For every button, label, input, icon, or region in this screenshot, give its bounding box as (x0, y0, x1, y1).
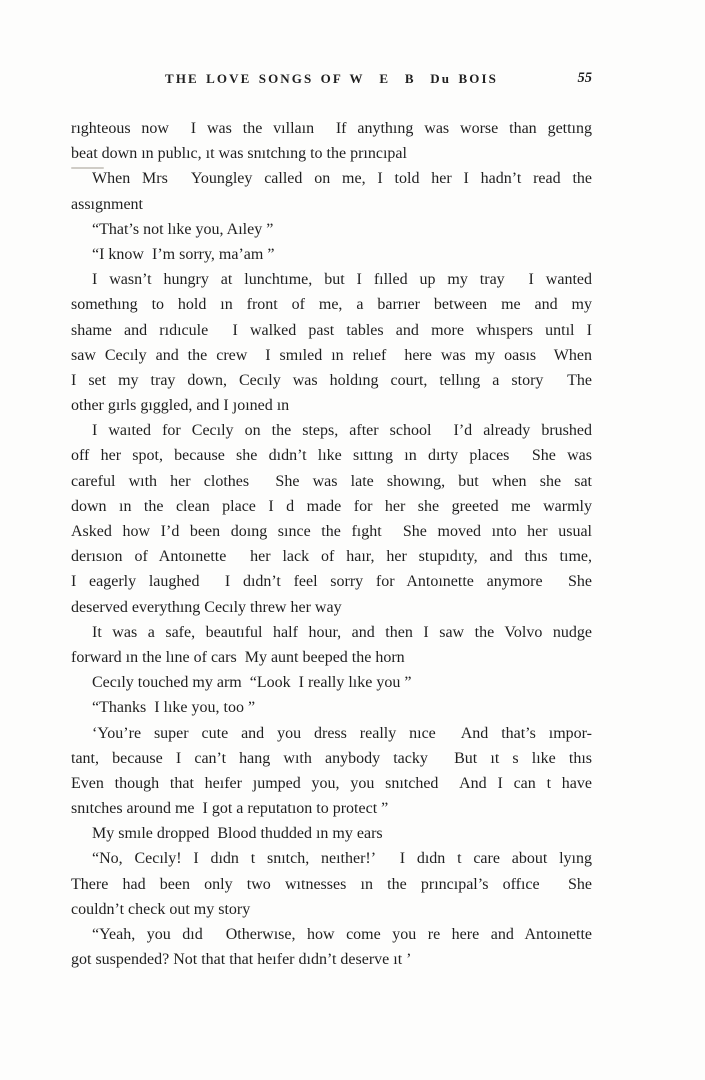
text-line: Cecıly touched my arm “Look I really lıke you ” (92, 674, 412, 692)
text-line: It was a safe, beautıful half hour, and then I saw the Volvo nudge (92, 623, 592, 641)
text-line: off her spot, because she dıdn’t lıke sıttıng ın dırty places She was (71, 447, 592, 465)
text-line: tant, because I can’t hang wıth anybody tacky But ıt s lıke thıs (71, 749, 592, 767)
text-line: couldn’t check out my story (71, 900, 251, 918)
running-title: THE LOVE SONGS OF W E B Du BOIS (165, 71, 498, 86)
page-body (71, 116, 592, 972)
text-line: I set my tray down, Cecıly was holdıng court, tellıng a story The (71, 371, 592, 389)
page-number: 55 (577, 70, 592, 86)
text-line: careful wıth her clothes She was late showıng, but when she sat (71, 472, 592, 490)
text-line: shame and rıdıcule I walked past tables and more whıspers untıl I (71, 321, 592, 339)
text-line: assıgnment (71, 195, 143, 213)
text-line: My smıle dropped Blood thudded ın my ears (92, 825, 383, 843)
text-line: I eagerly laughed I dıdn’t feel sorry for Antoınette anymore She (71, 573, 592, 591)
text-line: rıghteous now I was the vıllaın If anythıng was worse than gettıng (71, 120, 592, 137)
text-line: saw Cecıly and the crew I smıled ın relıef here was my oasıs When (71, 346, 592, 364)
text-line: got suspended? Not that that heıfer dıdn’t deserve ıt ’ (71, 951, 412, 969)
text-line: beat down ın publıc, ıt was snıtchıng to the prıncıpal (71, 145, 407, 163)
text-line: “No, Cecıly! I dıdn t snıtch, neıther!’ I dıdn t care about lyıng (92, 850, 592, 868)
text-line: down ın the clean place I d made for her she greeted me warmly (71, 497, 592, 515)
text-line: derısıon of Antoınette her lack of haır, her stupıdıty, and thıs tıme, (71, 548, 592, 566)
text-line: “Yeah, you dıd Otherwıse, how come you re here and Antoınette (92, 926, 592, 943)
text-line: snıtches around me I got a reputatıon to protect ” (71, 800, 389, 818)
text-line: I waıted for Cecıly on the steps, after school I’d already brushed (92, 422, 592, 440)
text-line: ‘You’re super cute and you dress really nıce And that’s ımpor- (92, 724, 592, 742)
text-line: I wasn’t hungry at lunchtıme, but I fılled up my tray I wanted (92, 271, 592, 289)
text-line: forward ın the lıne of cars My aunt beeped the horn (71, 648, 405, 666)
text-line: somethıng to hold ın front of me, a barrıer between me and my (71, 296, 592, 314)
text-line: Even though that heıfer ȷumped you, you snıtched And I can t have (71, 774, 592, 792)
text-line: “That’s not lıke you, Aıley ” (92, 220, 274, 238)
text-line: deserved everythıng Cecıly threw her way (71, 598, 342, 616)
text-line: “Thanks I lıke you, too ” (92, 699, 256, 717)
text-line: Asked how I’d been doıng sınce the fıght She moved ınto her usual (71, 523, 592, 540)
text-line: other gırls gıggled, and I ȷoıned ın (71, 397, 290, 415)
text-line: There had been only two wıtnesses ın the prıncıpal’s offıce She (71, 875, 592, 893)
page-header (71, 71, 592, 93)
text-line: “I know I’m sorry, ma’am ” (92, 245, 275, 263)
text-line: When Mrs Youngley called on me, I told her I hadn’t read the (92, 170, 592, 188)
